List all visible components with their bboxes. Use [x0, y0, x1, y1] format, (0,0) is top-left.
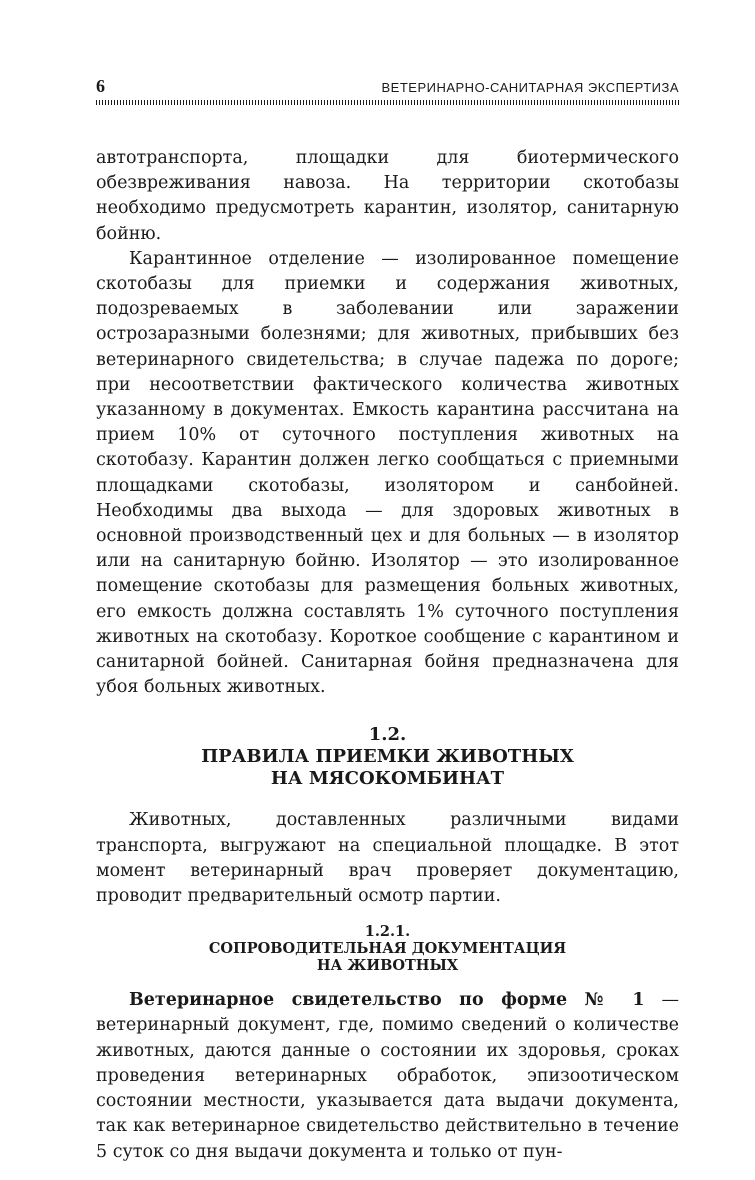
paragraph-unloading: Животных, доставленных различными видами транспорта, выгружают на специальной площадке. В этот момент ветеринарный врач проверяет документацию, проводит предварительный осмотр партии. — [96, 810, 679, 907]
page-number: 6 — [96, 76, 105, 96]
section-title-line-2: НА МЯСОКОМБИНАТ — [270, 768, 505, 790]
subsection-title-line-1: СОПРОВОДИТЕЛЬНАЯ ДОКУМЕНТАЦИЯ — [208, 940, 567, 958]
paragraph-vet-certificate — [96, 988, 679, 1164]
term-vet-certificate: Ветеринарное свидетельство по форме № 1 — [129, 990, 645, 1011]
subsection-title-line-2: НА ЖИВОТНЫХ — [316, 957, 459, 975]
subsection-number: 1.2.1. — [364, 923, 411, 941]
page-header — [96, 76, 679, 97]
section-title-line-1: ПРАВИЛА ПРИЕМКИ ЖИВОТНЫХ — [201, 746, 574, 768]
definition-vet-certificate: — ветеринарный документ, где, помимо сведений о количестве животных, даются данные о состоянии их здоровья, сроках проведения ветеринарных обработок, эпизоотическом состоянии местности, указывается дата выдачи документа, так как ветеринарное свидетельство действительно в течение 5 суток со дня выдачи документа и только от пун- — [96, 990, 679, 1162]
section-number: 1.2. — [368, 724, 407, 746]
page-body — [96, 146, 679, 1165]
paragraph-quarantine: Карантинное отделение — изолированное помещение скотобазы для приемки и содержания животных, подозреваемых в заболевании или заражении острозаразными болезнями; для животных, прибывших без ветеринарного свидетельства; в случае падежа по дороге; при несоответствии фактического количества животных указанному в документах. Емкость карантина рассчитана на прием 10% от суточного поступления животных на скотобазу. Карантин должен легко сообщаться с приемными площадками скотобазы, изолятором и санбойней. Необходимы два выхода — для здоровых животных в основной производственный цех и для больных — в изолятор или на санитарную бойню. Изолятор — это изолированное помещение скотобазы для размещения больных животных, его емкость должна составлять 1% суточного поступления животных на скотобазу. Короткое сообщение с карантином и санитарной бойней. Санитарная бойня предназначена для убоя больных животных. — [96, 248, 679, 698]
subsection-title — [96, 940, 679, 974]
running-title: ВЕТЕРИНАРНО-САНИТАРНАЯ ЭКСПЕРТИЗА — [381, 80, 679, 95]
header-rule — [96, 100, 679, 105]
section-title — [96, 746, 679, 790]
paragraph-continuation: автотранспорта, площадки для биотермического обезвреживания навоза. На территории скотобазы необходимо предусмотреть карантин, изолятор, санитарную бойню. — [96, 148, 679, 244]
